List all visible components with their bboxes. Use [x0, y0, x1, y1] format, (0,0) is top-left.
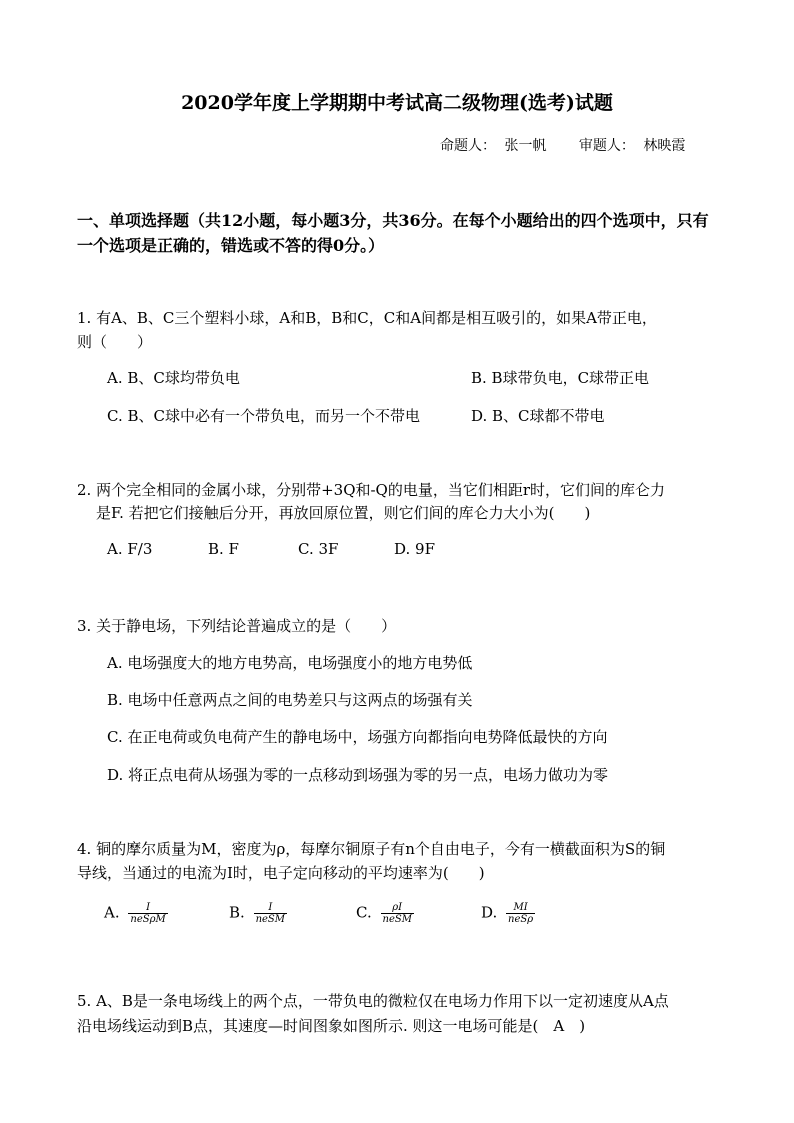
question-1-text-cont: 则（ ） [77, 333, 153, 351]
reviewer-name: 林映霞 [643, 138, 686, 154]
question-5-text-cont: 沿电场线运动到B点，其速度—时间图象如图所示. 则这一电场可能是( A ) [77, 1017, 586, 1035]
q4-option-a-numerator: I [128, 902, 167, 914]
q4-option-c-fraction [381, 902, 414, 925]
q4-option-c-numerator: ρI [381, 902, 414, 914]
q4-option-b-denominator: neSM [255, 914, 286, 925]
q4-option-c-denominator: neSM [382, 914, 412, 925]
q4-option-c [356, 902, 414, 925]
question-2-text: 2. 两个完全相同的金属小球，分别带+3Q和-Q的电量，当它们相距r时，它们间的库仑力 [77, 481, 666, 499]
question-2-text-cont: 是F. 若把它们接触后分开，再放回原位置，则它们间的库仑力大小为( ) [96, 504, 591, 522]
question-3-text: 3. 关于静电场，下列结论普遍成立的是（ ） [77, 617, 397, 635]
question-5-text: 5. A、B是一条电场线上的两个点，一带负电的微粒仅在电场力作用下以一定初速度从A点 [77, 992, 669, 1010]
q2-option-a: A. F/3 [107, 540, 153, 558]
q4-option-a [104, 902, 168, 925]
section-heading-line2: 一个选项是正确的，错选或不答的得0分。） [77, 236, 385, 255]
question-1-text: 1. 有A、B、C三个塑料小球，A和B，B和C，C和A间都是相互吸引的，如果A带正电， [77, 309, 657, 327]
q1-option-b: B. B球带负电，C球带正电 [471, 369, 650, 387]
reviewer-label: 审题人： [578, 138, 635, 154]
q4-option-b-fraction [254, 902, 287, 925]
q4-option-b-numerator: I [254, 902, 287, 914]
q4-option-d-label: D. [481, 903, 498, 922]
question-4-text-cont: 导线，当通过的电流为I时，电子定向移动的平均速率为( ) [77, 864, 485, 882]
q1-option-d: D. B、C球都不带电 [471, 407, 605, 425]
q4-option-a-denominator: neSρM [130, 914, 166, 925]
q4-option-b-label: B. [229, 903, 245, 922]
setter-label: 命题人： [440, 138, 496, 154]
q2-option-c: C. 3F [298, 540, 339, 558]
q3-option-a: A. 电场强度大的地方电势高，电场强度小的地方电势低 [107, 654, 473, 672]
q4-option-d-denominator: neSρ [508, 914, 534, 925]
q4-option-a-fraction [128, 902, 167, 925]
q4-option-a-label: A. [104, 903, 120, 922]
authors-line [440, 135, 689, 155]
q4-option-b [229, 902, 287, 925]
setter-name: 张一帆 [504, 138, 547, 154]
q4-option-d-fraction [506, 902, 535, 925]
q1-option-c: C. B、C球中必有一个带负电，而另一个不带电 [107, 407, 420, 425]
q3-option-b: B. 电场中任意两点之间的电势差只与这两点的场强有关 [107, 691, 473, 709]
q3-option-c: C. 在正电荷或负电荷产生的静电场中，场强方向都指向电势降低最快的方向 [107, 728, 608, 746]
question-4-text: 4. 铜的摩尔质量为M，密度为ρ，每摩尔铜原子有n个自由电子，今有一横截面积为S的铜 [77, 840, 666, 858]
q2-option-b: B. F [208, 540, 239, 558]
q4-option-d [481, 902, 535, 925]
q4-option-c-label: C. [356, 903, 372, 922]
page-title: 2020学年度上学期期中考试高二级物理(选考)试题 [181, 92, 613, 114]
q4-option-d-numerator: MI [506, 902, 535, 914]
q1-option-a: A. B、C球均带负电 [107, 369, 240, 387]
q3-option-d: D. 将正点电荷从场强为零的一点移动到场强为零的另一点，电场力做功为零 [107, 766, 609, 784]
section-heading-line1: 一、单项选择题（共12小题，每小题3分，共36分。在每个小题给出的四个选项中，只有 [77, 211, 709, 230]
q2-option-d: D. 9F [394, 540, 435, 558]
